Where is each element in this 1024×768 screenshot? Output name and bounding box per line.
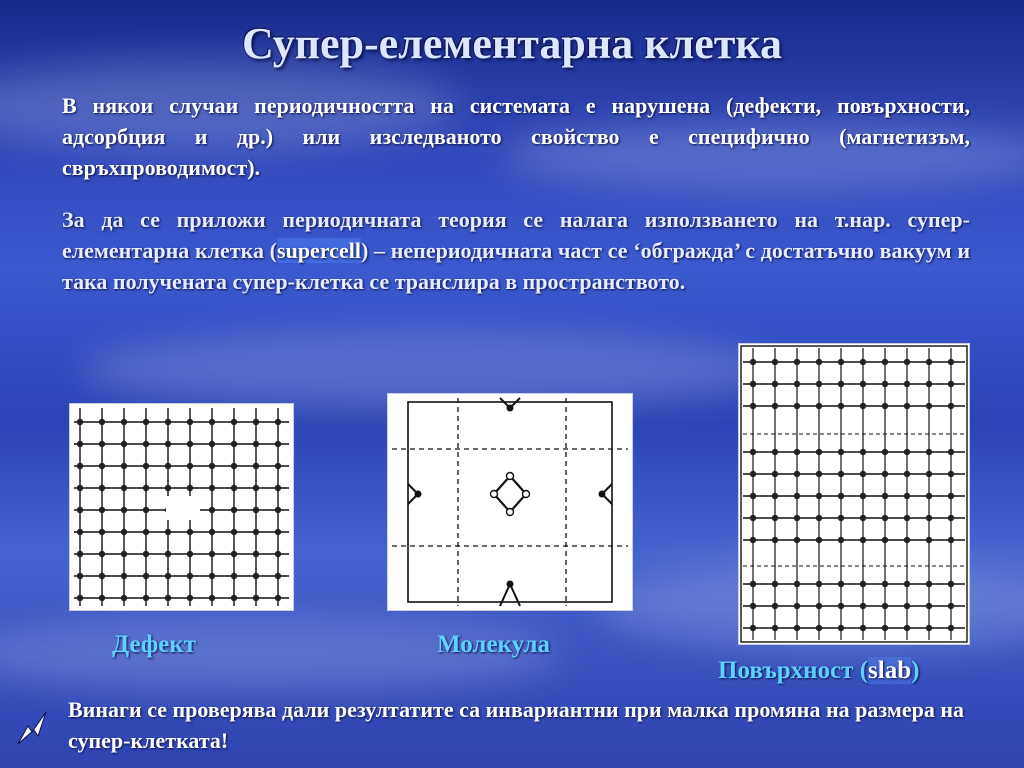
supercell-term: supercell xyxy=(277,238,361,263)
atom xyxy=(794,359,800,365)
atom xyxy=(772,603,778,609)
slab-lattice-diagram xyxy=(739,344,969,644)
defect-lattice-diagram xyxy=(70,404,293,610)
atom xyxy=(187,551,193,557)
atom xyxy=(882,603,888,609)
atom xyxy=(860,493,866,499)
atom xyxy=(926,471,932,477)
atom xyxy=(882,381,888,387)
atom xyxy=(904,603,910,609)
atom xyxy=(121,573,127,579)
atom xyxy=(772,359,778,365)
surface-caption xyxy=(718,657,919,685)
atom xyxy=(165,463,171,469)
atom xyxy=(750,381,756,387)
atom xyxy=(275,551,281,557)
atom xyxy=(794,449,800,455)
atom xyxy=(209,463,215,469)
atom xyxy=(77,441,83,447)
atom xyxy=(794,403,800,409)
atom xyxy=(948,603,954,609)
atom xyxy=(121,441,127,447)
atom xyxy=(99,529,105,535)
atom xyxy=(882,581,888,587)
atom xyxy=(750,493,756,499)
atom xyxy=(838,515,844,521)
atom xyxy=(99,595,105,601)
molecule xyxy=(494,476,526,512)
atom xyxy=(772,515,778,521)
atom xyxy=(948,625,954,631)
atom xyxy=(209,441,215,447)
atom xyxy=(750,471,756,477)
atom xyxy=(253,507,259,513)
molecule-caption: Молекула xyxy=(437,631,551,658)
atom xyxy=(772,381,778,387)
atom xyxy=(816,381,822,387)
atom xyxy=(143,441,149,447)
atom xyxy=(143,485,149,491)
atom xyxy=(231,419,237,425)
atom xyxy=(904,515,910,521)
invariance-note: Винаги се проверява дали резултатите са инвариантни при малка промяна на размера на супер-клетката! xyxy=(68,697,965,753)
atom xyxy=(209,419,215,425)
atom xyxy=(231,463,237,469)
molecule-atom xyxy=(491,491,498,498)
atom xyxy=(209,485,215,491)
atom xyxy=(948,493,954,499)
atom xyxy=(926,493,932,499)
atom xyxy=(231,507,237,513)
atom xyxy=(253,529,259,535)
atom xyxy=(99,463,105,469)
atom xyxy=(904,493,910,499)
atom xyxy=(187,573,193,579)
atom xyxy=(209,507,215,513)
atom xyxy=(772,581,778,587)
atom xyxy=(926,359,932,365)
molecule-atom xyxy=(507,581,514,588)
atom xyxy=(77,485,83,491)
atom xyxy=(231,441,237,447)
atom xyxy=(231,595,237,601)
atom xyxy=(926,381,932,387)
atom xyxy=(275,507,281,513)
atom xyxy=(121,507,127,513)
atom xyxy=(772,403,778,409)
atom xyxy=(882,515,888,521)
atom xyxy=(165,573,171,579)
atom xyxy=(253,485,259,491)
atom xyxy=(948,359,954,365)
atom xyxy=(860,603,866,609)
atom xyxy=(253,441,259,447)
atom xyxy=(77,529,83,535)
atom xyxy=(948,537,954,543)
atom xyxy=(772,537,778,543)
lightning-icon xyxy=(14,710,50,751)
atom xyxy=(860,515,866,521)
atom xyxy=(816,403,822,409)
atom xyxy=(772,493,778,499)
surface-caption-close: ) xyxy=(911,657,920,684)
atom xyxy=(121,529,127,535)
atom xyxy=(816,603,822,609)
atom xyxy=(838,537,844,543)
atom xyxy=(794,625,800,631)
atom xyxy=(121,463,127,469)
atom xyxy=(904,625,910,631)
atom xyxy=(99,507,105,513)
paragraph-supercell xyxy=(62,204,970,297)
atom xyxy=(926,449,932,455)
atom xyxy=(143,463,149,469)
atom xyxy=(772,625,778,631)
atom xyxy=(209,595,215,601)
atom xyxy=(77,573,83,579)
atom xyxy=(165,595,171,601)
atom xyxy=(187,419,193,425)
atom xyxy=(99,485,105,491)
atom xyxy=(253,595,259,601)
atom xyxy=(948,381,954,387)
atom xyxy=(838,471,844,477)
atom xyxy=(275,441,281,447)
atom xyxy=(99,551,105,557)
atom xyxy=(882,471,888,477)
atom xyxy=(77,463,83,469)
atom xyxy=(253,551,259,557)
surface-caption-text: Повърхност ( xyxy=(718,657,869,684)
molecule-atom xyxy=(599,491,606,498)
atom xyxy=(948,515,954,521)
molecule-atom xyxy=(507,473,514,480)
atom xyxy=(838,603,844,609)
molecule-atom xyxy=(523,491,530,498)
atom xyxy=(794,381,800,387)
atom xyxy=(794,603,800,609)
atom xyxy=(750,449,756,455)
atom xyxy=(231,551,237,557)
atom xyxy=(816,625,822,631)
atom xyxy=(99,419,105,425)
atom xyxy=(860,625,866,631)
atom xyxy=(838,493,844,499)
atom xyxy=(794,493,800,499)
atom xyxy=(750,403,756,409)
atom xyxy=(165,551,171,557)
atom xyxy=(882,493,888,499)
atom xyxy=(816,515,822,521)
atom xyxy=(209,573,215,579)
atom xyxy=(750,625,756,631)
molecule-figure xyxy=(387,393,633,611)
atom xyxy=(143,551,149,557)
atom xyxy=(231,573,237,579)
atom xyxy=(816,471,822,477)
atom xyxy=(926,403,932,409)
atom xyxy=(838,359,844,365)
atom xyxy=(121,485,127,491)
atom xyxy=(77,507,83,513)
atom xyxy=(165,529,171,535)
atom xyxy=(816,581,822,587)
paragraph-supercell-text-start: За да се приложи периодичната теория се налага използването на т.нар. супер-елементарна клетка ( xyxy=(62,207,970,263)
atom xyxy=(772,471,778,477)
atom xyxy=(926,537,932,543)
atom xyxy=(209,551,215,557)
atom xyxy=(187,529,193,535)
atom xyxy=(121,551,127,557)
atom xyxy=(253,573,259,579)
atom xyxy=(143,507,149,513)
atom xyxy=(838,449,844,455)
atom xyxy=(143,529,149,535)
atom xyxy=(143,573,149,579)
atom xyxy=(860,381,866,387)
atom xyxy=(750,515,756,521)
atom xyxy=(904,537,910,543)
cell-outline xyxy=(408,402,612,602)
atom xyxy=(838,581,844,587)
atom xyxy=(838,403,844,409)
atom xyxy=(275,419,281,425)
atom xyxy=(772,449,778,455)
atom xyxy=(187,441,193,447)
atom xyxy=(143,419,149,425)
atom xyxy=(794,537,800,543)
atom xyxy=(860,359,866,365)
atom xyxy=(904,581,910,587)
atom xyxy=(275,485,281,491)
defect-caption: Дефект xyxy=(112,631,196,658)
atom xyxy=(904,381,910,387)
atom xyxy=(99,441,105,447)
atom xyxy=(948,403,954,409)
paragraph-periodicity: В някои случаи периодичността на системата е нарушена (дефекти, повърхности, адсорбция и др.) или изследваното свойство е специфично (магнетизъм, свръхпроводимост). xyxy=(62,93,970,180)
molecule-atom xyxy=(507,405,514,412)
slab-term: slab xyxy=(868,657,912,684)
atom xyxy=(750,359,756,365)
atom xyxy=(882,449,888,455)
atom xyxy=(882,403,888,409)
atom xyxy=(860,537,866,543)
atom xyxy=(816,493,822,499)
atom xyxy=(816,537,822,543)
atom xyxy=(926,581,932,587)
atom xyxy=(882,625,888,631)
atom xyxy=(926,603,932,609)
atom xyxy=(231,485,237,491)
atom xyxy=(165,419,171,425)
atom xyxy=(794,581,800,587)
atom xyxy=(275,463,281,469)
atom xyxy=(816,449,822,455)
atom xyxy=(816,359,822,365)
atom xyxy=(860,581,866,587)
atom xyxy=(882,537,888,543)
atom xyxy=(904,403,910,409)
atom xyxy=(794,515,800,521)
atom xyxy=(165,441,171,447)
atom xyxy=(99,573,105,579)
atom xyxy=(948,581,954,587)
molecule-atom xyxy=(507,509,514,516)
atom xyxy=(121,419,127,425)
atom xyxy=(77,595,83,601)
atom xyxy=(750,537,756,543)
atom xyxy=(860,403,866,409)
atom xyxy=(77,419,83,425)
atom xyxy=(904,449,910,455)
atom xyxy=(860,449,866,455)
vacancy-region xyxy=(166,496,200,520)
atom xyxy=(948,471,954,477)
atom xyxy=(860,471,866,477)
atom xyxy=(253,463,259,469)
atom xyxy=(904,359,910,365)
atom xyxy=(926,625,932,631)
atom xyxy=(187,463,193,469)
atom xyxy=(904,471,910,477)
atom xyxy=(231,529,237,535)
atom xyxy=(882,359,888,365)
atom xyxy=(926,515,932,521)
defect-figure xyxy=(69,403,294,611)
atom xyxy=(187,595,193,601)
atom xyxy=(838,625,844,631)
molecule-atom xyxy=(415,491,422,498)
paragraph-supercell-text-end: ) – непериодичната част се ‘обгражда’ с достатъчно вакуум и така получената супер-клетка се транслира в пространството. xyxy=(62,238,970,294)
surface-figure xyxy=(738,343,970,645)
atom xyxy=(750,581,756,587)
atom xyxy=(187,485,193,491)
atom xyxy=(275,529,281,535)
atom xyxy=(165,485,171,491)
atom xyxy=(253,419,259,425)
atom xyxy=(750,603,756,609)
atom xyxy=(209,529,215,535)
slide-title: Супер-елементарна клетка xyxy=(241,19,783,68)
atom xyxy=(275,573,281,579)
atom xyxy=(838,381,844,387)
atom xyxy=(275,595,281,601)
atom xyxy=(143,595,149,601)
atom xyxy=(794,471,800,477)
atom xyxy=(948,449,954,455)
atom xyxy=(121,595,127,601)
atom xyxy=(77,551,83,557)
molecule-supercell-diagram xyxy=(388,394,632,610)
